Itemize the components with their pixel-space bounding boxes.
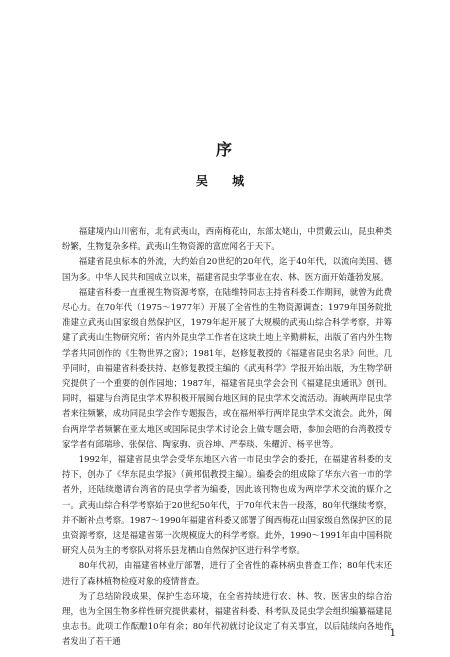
paragraph: 80年代初，由福建省林业厅部署，进行了全省性的森林病虫普查工作；80年代末还进行了森林植物检疫对象的疫情普查。 xyxy=(62,560,392,586)
paragraph: 福建境内山川密布，北有武夷山，西南梅花山，东部太姥山，中贯戴云山，昆虫种类纷繁，生物复杂多样。武夷山生物资源的富庶闻名于天下。 xyxy=(62,226,392,252)
page-number: 1 xyxy=(389,628,396,639)
paragraph: 1992年，福建省昆虫学会受华东地区六省一市昆虫学会的委托，在福建省科委的支持下，创办了《华东昆虫学报》（黄邦侃教授主编）。编委会的组成除了华东六省一市的学者外，还陆续邀请台湾省的昆虫学者为编委，因此该刊物也成为两岸学术交流的媒介之一。武夷山综合科学考察始于20世纪50年代，于70年代末告一段落，80年代继续考察，并不断补点考察。1987～1990年福建省科委又部署了闽西梅花山国家级自然保护区的昆虫资源考察，这是福建省第一次规模庞大的科学考察。此外，1990～1991年由中国科院研究人员为主的考察队对将乐县龙栖山自然保护区进行科学考察。 xyxy=(62,454,392,556)
page-title: 序 xyxy=(215,140,234,159)
paragraph: 为了总结阶段成果，保护生态环境，在全省持续进行农、林、牧、医害虫的综合治理，也为全国生物多样性研究提供素材，福建省科委、科考队及昆虫学会组织编纂福建昆虫志书。此项工作酝酿10年有余；80年代初就讨论议定了有关事宜，以后陆续向各地作者发出了若干通 xyxy=(62,590,392,647)
paragraph: 福建省昆虫标本的外流，大约始自20世纪的20年代，迄于40年代，以流向美国、德国为多。中华人民共和国成立以来，福建省昆虫学事业在农、林、医方面开始蓬勃发展。 xyxy=(62,256,392,282)
body-text xyxy=(62,224,392,650)
paragraph: 福建省科委一直重视生物资源考察，在陆维特同志主持省科委工作期间，就曾为此费尽心力。在70年代（1975～1977年）开展了全省性的生物资源调查；1979年国务院批准建立武夷山国家级自然保护区，1979年起开展了大规模的武夷山综合科学考察，并筹建了武夷山生物研究所；省内外昆虫学工作者在这块土地上辛勤耕耘，出版了省内外生物学者共同创作的《生物世界之窗》；1981年，赵修复教授的《福建省昆虫名录》问世。几乎同时，由福建省科委扶持、赵修复教授主编的《武夷科学》学报开始出版，为生物学研究提供了一个重要的创作园地；1987年，福建省昆虫学会会刊《福建昆虫通讯》创刊。同时，福建与台湾昆虫学术界积极开展闽台地区间的昆虫学术交流活动。海峡两岸昆虫学者来往频繁，成功同昆虫学会作专题报告，或在福州举行两岸昆虫学术交流会。此外，闽台两岸学者频繁在亚太地区或国际昆虫学术讨论会上做专题会晤，参加会晤的台湾教授专家学者有邱瑞珍、张保信、陶家驹、贡谷坤、严奉琰、朱耀沂、杨平世等。 xyxy=(62,286,392,449)
author-name: 吴 城 xyxy=(195,174,255,188)
